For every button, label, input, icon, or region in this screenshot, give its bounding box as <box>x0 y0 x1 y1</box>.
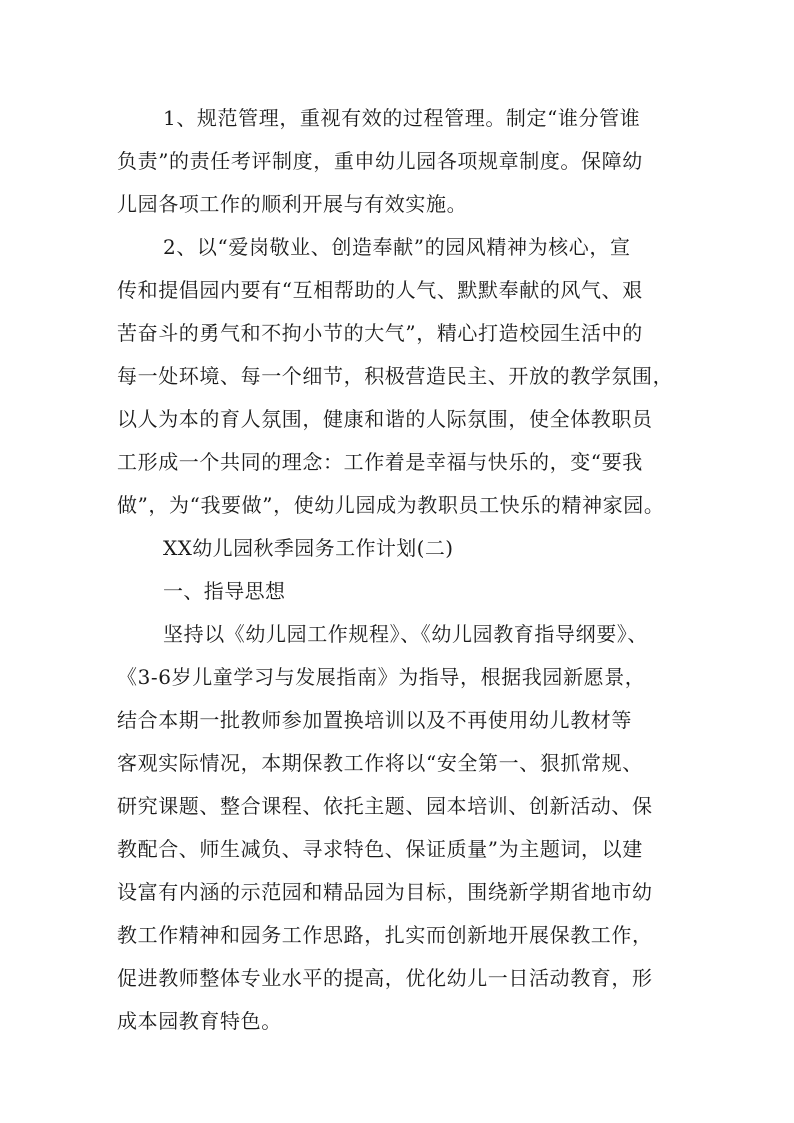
paragraph-3-line-5: 研究课题、整合课程、依托主题、园本培训、创新活动、保 <box>117 794 653 818</box>
paragraph-2-line-3: 苦奋斗的勇气和不拘小节的大气”，精心打造校园生活中的 <box>117 321 643 345</box>
paragraph-2-line-2: 传和提倡园内要有“互相帮助的人气、默默奉献的风气、艰 <box>117 278 643 302</box>
section-title: XX幼儿园秋季园务工作计划(二) <box>163 536 454 560</box>
paragraph-1-line-2: 负责”的责任考评制度，重申幼儿园各项规章制度。保障幼 <box>117 149 643 173</box>
paragraph-1-line-1: 1、规范管理，重视有效的过程管理。制定“谁分管谁 <box>163 106 641 130</box>
section-heading-guiding-thought: 一、指导思想 <box>163 579 286 603</box>
paragraph-3-line-2: 《3-6岁儿童学习与发展指南》为指导，根据我园新愿景， <box>117 665 646 689</box>
paragraph-3-line-8: 教工作精神和园务工作思路，扎实而创新地开展保教工作， <box>117 923 653 947</box>
paragraph-3-line-3: 结合本期一批教师参加置换培训以及不再使用幼儿教材等 <box>117 708 632 732</box>
paragraph-3-line-7: 设富有内涵的示范园和精品园为目标，围绕新学期省地市幼 <box>117 880 653 904</box>
paragraph-2-line-7: 做”，为“我要做”，使幼儿园成为教职员工快乐的精神家园。 <box>117 493 665 517</box>
paragraph-2-line-4: 每一处环境、每一个细节，积极营造民主、开放的教学氛围， <box>117 364 674 388</box>
paragraph-3-line-10: 成本园教育特色。 <box>117 1009 282 1033</box>
paragraph-2-line-6: 工形成一个共同的理念：工作着是幸福与快乐的，变“要我 <box>117 450 643 474</box>
paragraph-3-line-9: 促进教师整体专业水平的提高，优化幼儿一日活动教育，形 <box>117 966 653 990</box>
paragraph-3-line-6: 教配合、师生减负、寻求特色、保证质量”为主题词，以建 <box>117 837 643 861</box>
paragraph-3-line-4: 客观实际情况，本期保教工作将以“安全第一、狠抓常规、 <box>117 751 643 775</box>
paragraph-1-line-3: 儿园各项工作的顺利开展与有效实施。 <box>117 192 468 216</box>
paragraph-2-line-1: 2、以“爱岗敬业、创造奉献”的园风精神为核心，宣 <box>163 235 631 259</box>
paragraph-3-line-1: 坚持以《幼儿园工作规程》、《幼儿园教育指导纲要》、 <box>163 622 648 646</box>
paragraph-2-line-5: 以人为本的育人氛围，健康和谐的人际氛围，使全体教职员 <box>117 407 653 431</box>
